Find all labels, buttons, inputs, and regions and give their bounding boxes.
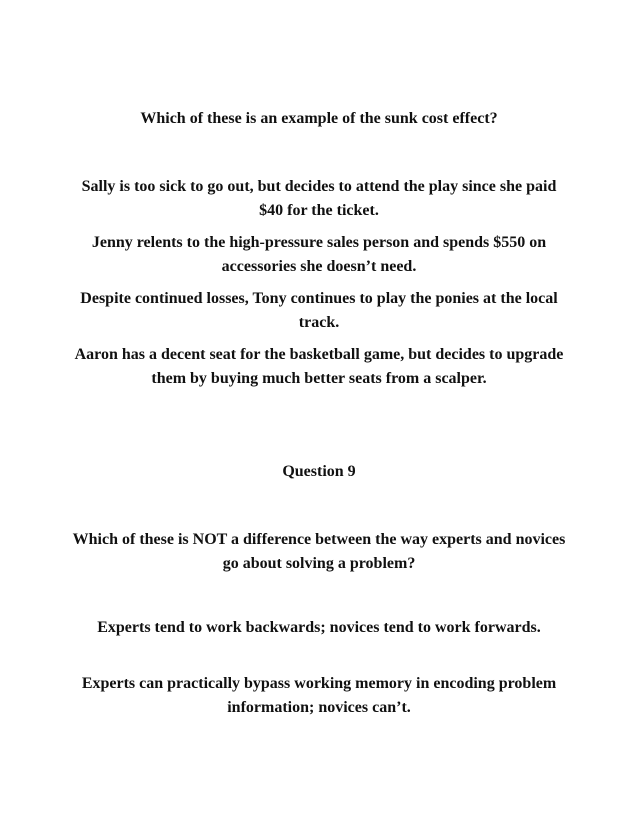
question-9-prompt: Which of these is NOT a difference between the way experts and novices go about solving a problem? (72, 531, 566, 572)
question-9-heading: Question 9 (282, 463, 356, 480)
question-8-prompt: Which of these is an example of the sunk cost effect? (140, 110, 498, 127)
question-8-option-3: Despite continued losses, Tony continues to play the ponies at the local track. (80, 290, 558, 331)
question-8-option-2: Jenny relents to the high-pressure sales person and spends $550 on accessories she doesn’t need. (91, 234, 547, 275)
question-8-option-4: Aaron has a decent seat for the basketball game, but decides to upgrade them by buying much better seats from a scalper. (74, 346, 564, 387)
question-9-option-2: Experts can practically bypass working memory in encoding problem information; novices can’t. (81, 675, 557, 716)
question-8-option-1: Sally is too sick to go out, but decides to attend the play since she paid $40 for the ticket. (81, 178, 557, 219)
question-9-option-1: Experts tend to work backwards; novices tend to work forwards. (97, 619, 541, 636)
